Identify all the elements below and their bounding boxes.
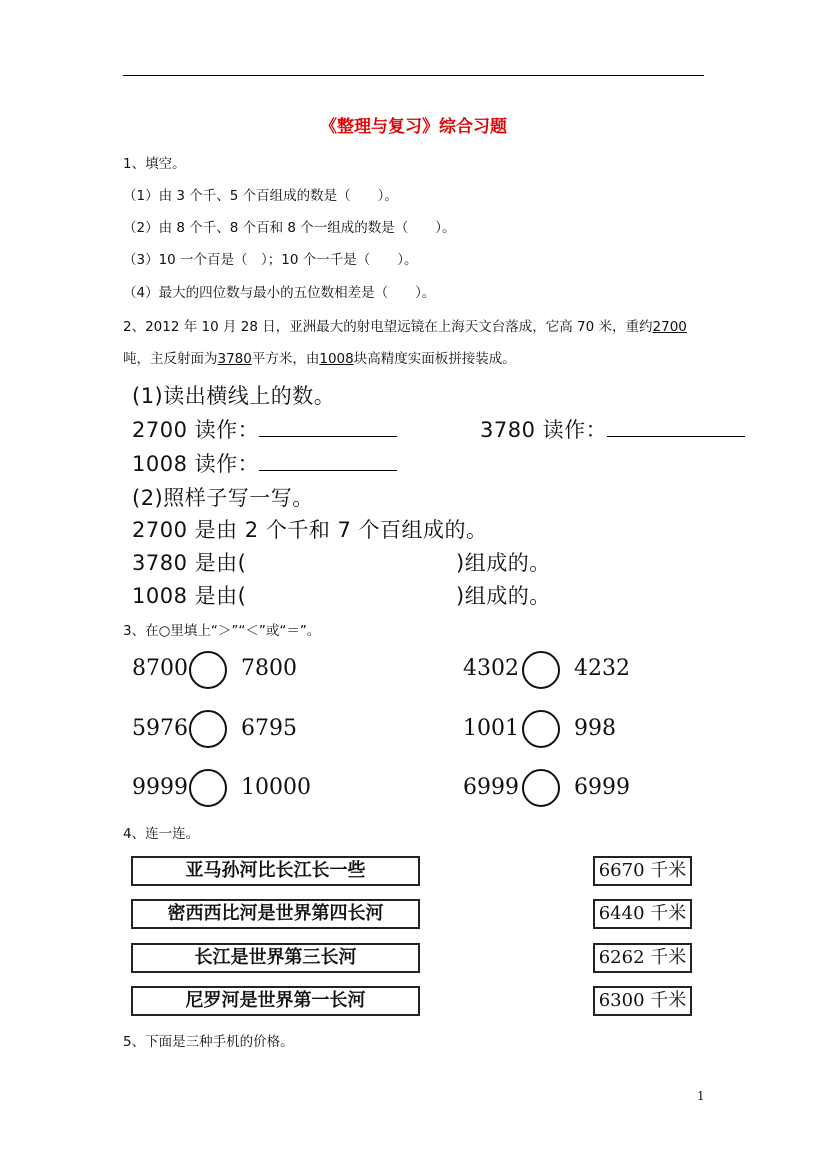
compare-left-4: 1001 (463, 716, 519, 741)
q2-sub-1: (1)读出横线上的数。 (132, 384, 336, 408)
compare-right-6: 6999 (574, 775, 630, 800)
q2-read-label-1008: 1008 读作： (132, 452, 260, 476)
match-left-1[interactable]: 亚马孙河比长江长一些 (131, 856, 420, 886)
match-right-4[interactable]: 6300 千米 (593, 986, 692, 1016)
compare-circle-6[interactable] (522, 769, 560, 807)
q2-read-label-2700: 2700 读作： (132, 418, 260, 442)
compare-right-2: 4232 (574, 656, 630, 681)
compare-left-6: 6999 (463, 775, 519, 800)
q2-number-1008: 1008 (319, 351, 354, 367)
match-left-3[interactable]: 长江是世界第三长河 (131, 943, 420, 973)
q2-line1-text: 2、2012 年 10 月 28 日，亚洲最大的射电望远镜在上海天文台落成，它高 70 米，重约 (123, 319, 653, 335)
q2-fill-1008-a: 1008 是由( (132, 584, 247, 608)
compare-circle-5[interactable] (189, 769, 227, 807)
q3-heading: 3、在○里填上“＞”“＜”或“＝”。 (123, 623, 321, 639)
match-right-1[interactable]: 6670 千米 (593, 856, 692, 886)
q2-number-3780: 3780 (217, 351, 252, 367)
q2-read-row-1b (480, 414, 745, 444)
compare-circle-1[interactable] (189, 651, 227, 689)
q2-line-1 (123, 315, 687, 335)
compare-left-2: 4302 (463, 656, 519, 681)
q2-read-label-3780: 3780 读作： (480, 418, 608, 442)
match-left-4[interactable]: 尼罗河是世界第一长河 (131, 986, 420, 1016)
q2-line-2 (123, 347, 516, 367)
compare-right-4: 998 (574, 716, 616, 741)
compare-left-1: 8700 (132, 656, 188, 681)
page-title: 《整理与复习》综合习题 (320, 117, 507, 137)
q1-item-1: （1）由 3 个千、5 个百组成的数是（ ）。 (123, 188, 398, 204)
q1-item-3: （3）10 一个百是（ ）；10 个一千是（ ）。 (123, 252, 418, 268)
q2-fill-1008-b: )组成的。 (456, 584, 551, 608)
q2-example: 2700 是由 2 个千和 7 个百组成的。 (132, 518, 488, 542)
compare-right-5: 10000 (241, 775, 311, 800)
match-right-2[interactable]: 6440 千米 (593, 899, 692, 929)
compare-circle-4[interactable] (522, 710, 560, 748)
q1-item-2: （2）由 8 个千、8 个百和 8 个一组成的数是（ ）。 (123, 220, 456, 236)
q2-line2-text-a: 吨，主反射面为 (123, 351, 218, 367)
compare-circle-2[interactable] (522, 651, 560, 689)
q2-fill-3780-b: )组成的。 (456, 551, 551, 575)
q1-heading: 1、填空。 (123, 156, 186, 172)
answer-blank-2700[interactable] (259, 418, 397, 437)
q2-line2-text-b: 平方米，由 (251, 351, 320, 367)
match-right-3[interactable]: 6262 千米 (593, 943, 692, 973)
compare-right-1: 7800 (241, 656, 297, 681)
compare-left-3: 5976 (132, 716, 188, 741)
header-rule (123, 75, 704, 76)
match-left-2[interactable]: 密西西比河是世界第四长河 (131, 899, 420, 929)
answer-blank-3780[interactable] (607, 418, 745, 437)
q2-read-row-1a (132, 414, 397, 444)
compare-circle-3[interactable] (189, 710, 227, 748)
q2-number-2700: 2700 (652, 319, 687, 335)
q2-read-row-2 (132, 448, 397, 478)
q5-heading: 5、下面是三种手机的价格。 (123, 1034, 294, 1050)
q2-sub-2: (2)照样子写一写。 (132, 486, 314, 510)
q1-item-4: （4）最大的四位数与最小的五位数相差是（ ）。 (123, 285, 436, 301)
page-number: 1 (697, 1089, 705, 1103)
compare-left-5: 9999 (132, 775, 188, 800)
compare-right-3: 6795 (241, 716, 297, 741)
q2-fill-3780-a: 3780 是由( (132, 551, 247, 575)
q2-line2-text-c: 块高精度实面板拼接装成。 (353, 351, 516, 367)
answer-blank-1008[interactable] (259, 452, 397, 471)
q4-heading: 4、连一连。 (123, 826, 200, 842)
